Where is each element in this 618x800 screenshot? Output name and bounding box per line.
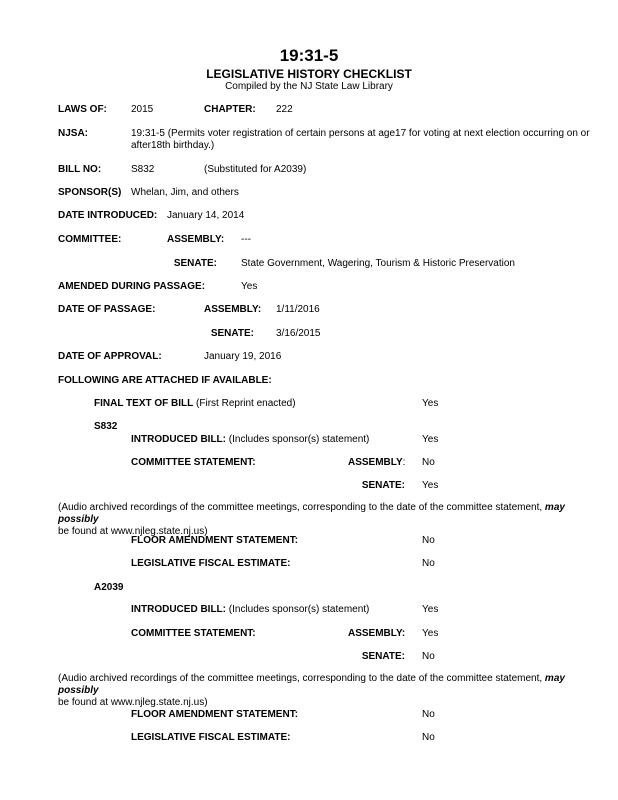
bill-no-value: S832 bbox=[131, 164, 155, 175]
a2039-label: A2039 bbox=[94, 582, 124, 593]
s832-label: S832 bbox=[94, 421, 118, 432]
chapter-value: 222 bbox=[276, 104, 293, 115]
s832-audio-emphasis: may possibly bbox=[58, 502, 565, 525]
a2039-introduced-row bbox=[131, 604, 369, 616]
s832-audio-part1: (Audio archived recordings of the committee meetings, corresponding to the date of the committee statement, bbox=[58, 502, 545, 513]
s832-fiscal-value: No bbox=[422, 558, 435, 569]
a2039-audio-part1: (Audio archived recordings of the committee meetings, corresponding to the date of the committee statement, bbox=[58, 673, 545, 684]
final-text-value: Yes bbox=[422, 398, 439, 409]
date-introduced-label: DATE INTRODUCED: bbox=[58, 210, 158, 221]
s832-senate-label: SENATE: bbox=[361, 480, 405, 491]
s832-senate-value: Yes bbox=[422, 480, 439, 491]
approval-value: January 19, 2016 bbox=[204, 351, 282, 362]
njsa-value-line1: 19:31-5 (Permits voter registration of certain persons at age17 for voting at next election occurring on or bbox=[131, 128, 590, 139]
committee-label: COMMITTEE: bbox=[58, 234, 122, 245]
a2039-fiscal-value: No bbox=[422, 732, 435, 743]
a2039-audio-part2: be found at www.njleg.state.nj.us) bbox=[58, 697, 208, 708]
bill-no-label: BILL NO: bbox=[58, 164, 102, 175]
date-introduced-value: January 14, 2014 bbox=[167, 210, 245, 221]
a2039-audio-note bbox=[58, 673, 606, 709]
s832-assembly-row bbox=[348, 457, 405, 469]
s832-fiscal-label: LEGISLATIVE FISCAL ESTIMATE: bbox=[131, 558, 291, 569]
passage-assembly-label: ASSEMBLY: bbox=[204, 304, 262, 315]
s832-audio-note bbox=[58, 502, 606, 538]
attached-heading: FOLLOWING ARE ATTACHED IF AVAILABLE: bbox=[58, 375, 272, 386]
sponsors-label: SPONSOR(S) bbox=[58, 187, 122, 198]
committee-assembly-label: ASSEMBLY: bbox=[167, 234, 225, 245]
final-text-note: (First Reprint enacted) bbox=[196, 398, 296, 409]
laws-of-label: LAWS OF: bbox=[58, 104, 107, 115]
a2039-fiscal-label: LEGISLATIVE FISCAL ESTIMATE: bbox=[131, 732, 291, 743]
committee-senate-label: SENATE: bbox=[173, 258, 217, 269]
s832-introduced-label: INTRODUCED BILL: bbox=[131, 434, 226, 445]
s832-introduced-value: Yes bbox=[422, 434, 439, 445]
s832-assembly-value: No bbox=[422, 457, 435, 468]
statute-heading: 19:31-5 bbox=[279, 46, 339, 65]
document-title: LEGISLATIVE HISTORY CHECKLIST bbox=[206, 67, 412, 81]
s832-floor-label: FLOOR AMENDMENT STATEMENT: bbox=[131, 535, 299, 546]
committee-senate-value: State Government, Wagering, Tourism & Historic Preservation bbox=[241, 258, 515, 269]
njsa-label: NJSA: bbox=[58, 128, 89, 139]
s832-audio-part2: be found at www.njleg.state.nj.us) bbox=[58, 526, 208, 537]
amended-label: AMENDED DURING PASSAGE: bbox=[58, 281, 206, 292]
a2039-floor-value: No bbox=[422, 709, 435, 720]
a2039-assembly-label: ASSEMBLY: bbox=[348, 628, 406, 639]
final-text-row bbox=[94, 398, 296, 410]
a2039-senate-label: SENATE: bbox=[361, 651, 405, 662]
a2039-committee-statement-label: COMMITTEE STATEMENT: bbox=[131, 628, 256, 639]
s832-assembly-colon: : bbox=[402, 457, 406, 468]
laws-of-value: 2015 bbox=[131, 104, 154, 115]
committee-assembly-value: --- bbox=[241, 234, 251, 245]
s832-assembly-label: ASSEMBLY bbox=[348, 457, 403, 468]
njsa-value-line2: after18th birthday.) bbox=[131, 140, 215, 151]
bill-substituted-note: (Substituted for A2039) bbox=[204, 164, 307, 175]
passage-senate-label: SENATE: bbox=[210, 328, 254, 339]
s832-committee-statement-label: COMMITTEE STATEMENT: bbox=[131, 457, 256, 468]
final-text-label: FINAL TEXT OF BILL bbox=[94, 398, 194, 409]
a2039-introduced-value: Yes bbox=[422, 604, 439, 615]
passage-assembly-value: 1/11/2016 bbox=[276, 304, 320, 315]
a2039-introduced-note: (Includes sponsor(s) statement) bbox=[228, 604, 370, 615]
a2039-assembly-value: Yes bbox=[422, 628, 439, 639]
amended-value: Yes bbox=[241, 281, 258, 292]
a2039-senate-value: No bbox=[422, 651, 435, 662]
passage-senate-value: 3/16/2015 bbox=[276, 328, 321, 339]
passage-label: DATE OF PASSAGE: bbox=[58, 304, 156, 315]
document-subtitle: Compiled by the NJ State Law Library bbox=[225, 81, 393, 92]
a2039-floor-label: FLOOR AMENDMENT STATEMENT: bbox=[131, 709, 299, 720]
a2039-audio-emphasis: may possibly bbox=[58, 673, 565, 696]
s832-floor-value: No bbox=[422, 535, 435, 546]
s832-introduced-note: (Includes sponsor(s) statement) bbox=[228, 434, 370, 445]
approval-label: DATE OF APPROVAL: bbox=[58, 351, 162, 362]
s832-introduced-row bbox=[131, 434, 369, 446]
a2039-introduced-label: INTRODUCED BILL: bbox=[131, 604, 226, 615]
sponsors-value: Whelan, Jim, and others bbox=[131, 187, 239, 198]
chapter-label: CHAPTER: bbox=[204, 104, 256, 115]
